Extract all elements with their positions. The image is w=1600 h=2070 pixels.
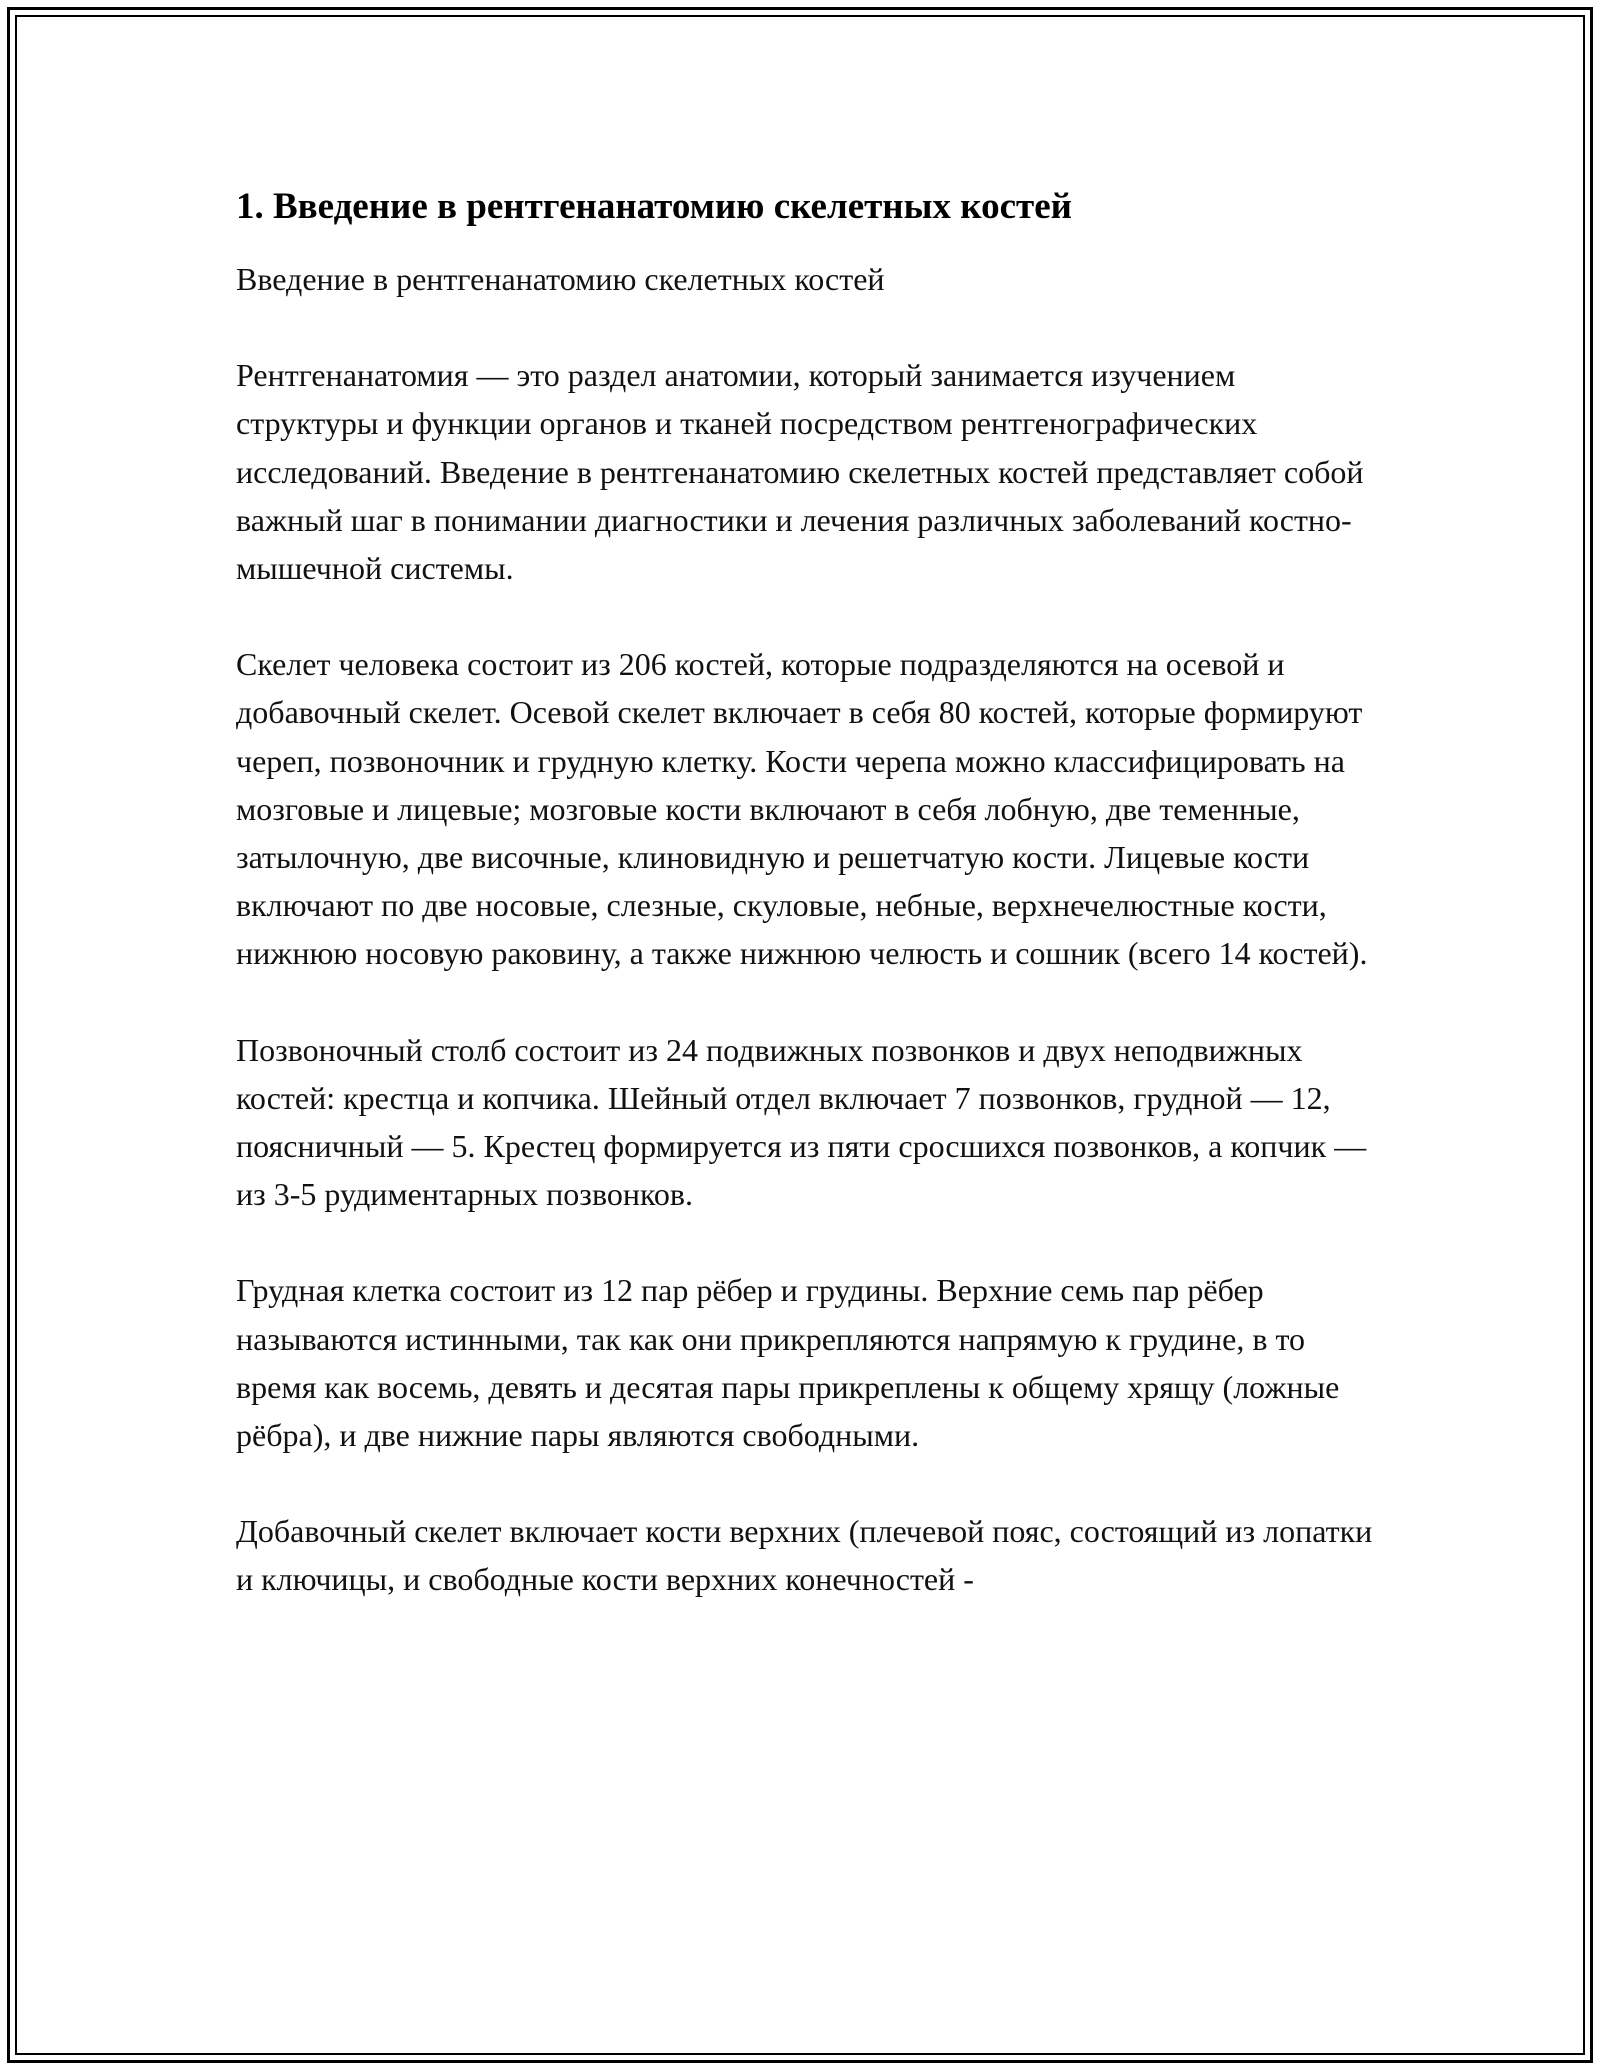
section-subtitle: Введение в рентгенанатомию скелетных костей [236,261,885,297]
paragraph-vertebral-column: Позвоночный столб состоит из 24 подвижных позвонков и двух неподвижных костей: крестца и копчика. Шейный отдел включает 7 позвонков, грудной — 12, поясничный — 5. Крестец формируется из пяти сросшихся позвонков, а копчик — из 3-5 рудиментарных позвонков. [236,1031,1367,1213]
paragraph-radiological-anatomy: Рентгенанатомия — это раздел анатомии, который занимается изучением структуры и функции органов и тканей посредством рентгенографических исследований. Введение в рентгенанатомию скелетных костей представляет собой важный шаг в понимании диагностики и лечения различных заболеваний костно-мышечной системы. [236,357,1364,587]
paragraph-thoracic-cage: Грудная клетка состоит из 12 пар рёбер и грудины. Верхние семь пар рёбер называются истинными, так как они прикрепляются напрямую к грудине, в то время как восемь, девять и десятая пары прикреплены к общему хрящу (ложные рёбра), и две нижние пары являются свободными. [236,1272,1340,1454]
section-heading: 1. Введение в рентгенанатомию скелетных костей [236,186,1072,227]
paragraph-human-skeleton: Скелет человека состоит из 206 костей, которые подразделяются на осевой и добавочный скелет. Осевой скелет включает в себя 80 костей, которые формируют череп, позвоночник и грудную клетку. Кости черепа можно классифицировать на мозговые и лицевые; мозговые кости включают в себя лобную, две теменные, затылочную, две височные, клиновидную и решетчатую кости. Лицевые кости включают по две носовые, слезные, скуловые, небные, верхнечелюстные кости, нижнюю носовую раковину, а также нижнюю челюсть и сошник (всего 14 костей). [236,646,1368,972]
paragraph-appendicular-skeleton: Добавочный скелет включает кости верхних (плечевой пояс, состоящий из лопатки и ключицы, и свободные кости верхних конечностей - [236,1513,1373,1598]
document-body [236,183,1376,1604]
